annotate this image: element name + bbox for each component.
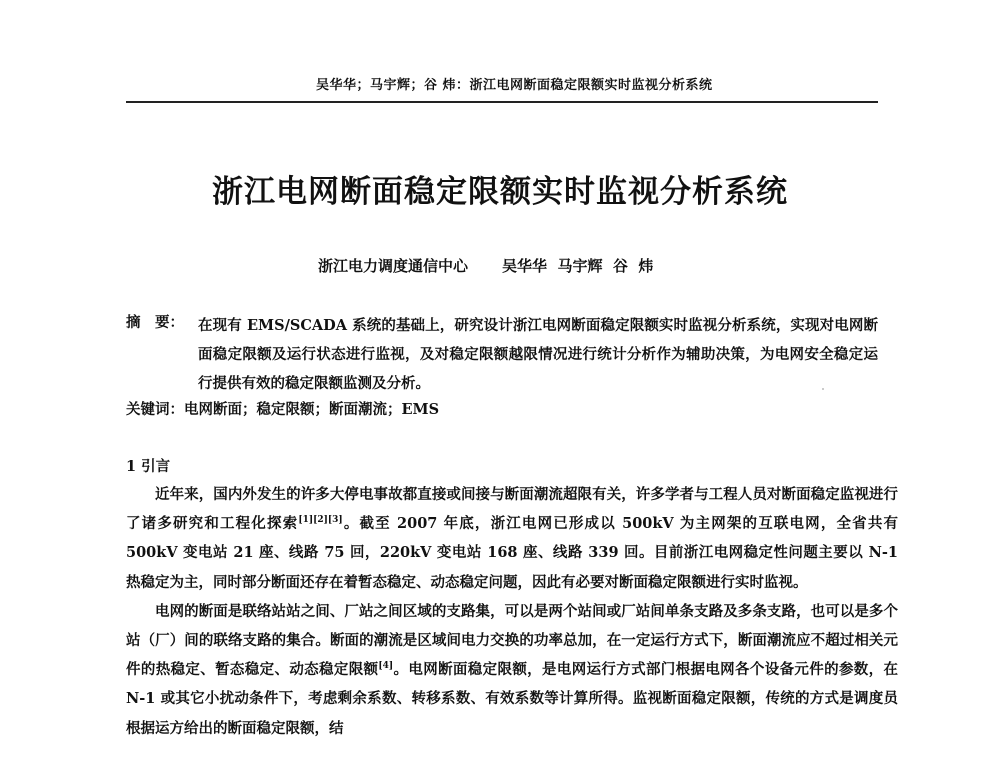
section-heading: 1 引言 bbox=[126, 458, 171, 475]
paper-title: 浙江电网断面稳定限额实时监视分析系统 bbox=[212, 174, 788, 210]
paragraph-1-text: 近年来，国内外发生的许多大停电事故都直接或间接与断面潮流超限有关，许多学者与工程人员对断面稳定监视进行了诸多研究和工程化探索 bbox=[126, 486, 898, 533]
keywords-text: 电网断面；稳定限额；断面潮流；EMS bbox=[184, 401, 440, 418]
author-line bbox=[318, 255, 653, 276]
abstract-text: 在现有 EMS/SCADA 系统的基础上，研究设计浙江电网断面稳定限额实时监视分析系统，实现对电网断面稳定限额及运行状态进行监视，及对稳定限额越限情况进行统计分析作为辅助决策，为电网安全稳定运行提供有效的稳定限额监测及分析。 bbox=[198, 317, 878, 392]
paragraph-2-text: 电网的断面是联络站站之间、厂站之间区域的支路集，可以是两个站间或厂站间单条支路及多条支路，也可以是多个站（厂）间的联络支路的集合。断面的潮流是区域间电力交换的功率总加，在一定运行方式下，断面潮流应不超过相关元件的热稳定、暂态稳定、动态稳定限额 bbox=[126, 602, 898, 679]
paragraph-1 bbox=[126, 480, 898, 597]
margin-mark bbox=[822, 388, 824, 390]
paragraph-2-text-cont: 。电网断面稳定限额，是电网运行方式部门根据电网各个设备元件的参数，在 N-1 或其它小扰动条件下，考虑剩余系数、转移系数、有效系数等计算所得。监视断面稳定限额，传统的方式是调度员根据运方给出的断面稳定限额，结 bbox=[126, 661, 898, 737]
paragraph-2 bbox=[126, 597, 898, 743]
citation-ref: [4] bbox=[378, 661, 394, 672]
authors: 吴华华 马宇辉 谷 炜 bbox=[502, 257, 654, 275]
affiliation: 浙江电力调度通信中心 bbox=[318, 257, 469, 275]
abstract bbox=[126, 311, 878, 398]
running-head: 吴华华；马宇辉；谷 炜：浙江电网断面稳定限额实时监视分析系统 bbox=[316, 78, 713, 93]
abstract-label: 摘 要： bbox=[126, 314, 184, 331]
paragraph-1-text-cont: 。截至 2007 年底，浙江电网已形成以 500kV 为主网架的互联电网，全省共有 500kV 变电站 21 座、线路 75 回，220kV 变电站 168 座、线路 339 回。目前浙江电网稳定性问题主要以 N-1 热稳定为主，同时部分断面还存在着暂态稳定、动态稳定问题，因此有必要对断面稳定限额进行实时监视。 bbox=[126, 515, 898, 591]
keywords-label: 关键词： bbox=[126, 401, 184, 418]
citation-ref: [1][2][3] bbox=[298, 515, 343, 526]
header-rule bbox=[126, 101, 878, 103]
keywords bbox=[126, 398, 439, 419]
body-text bbox=[126, 480, 898, 743]
